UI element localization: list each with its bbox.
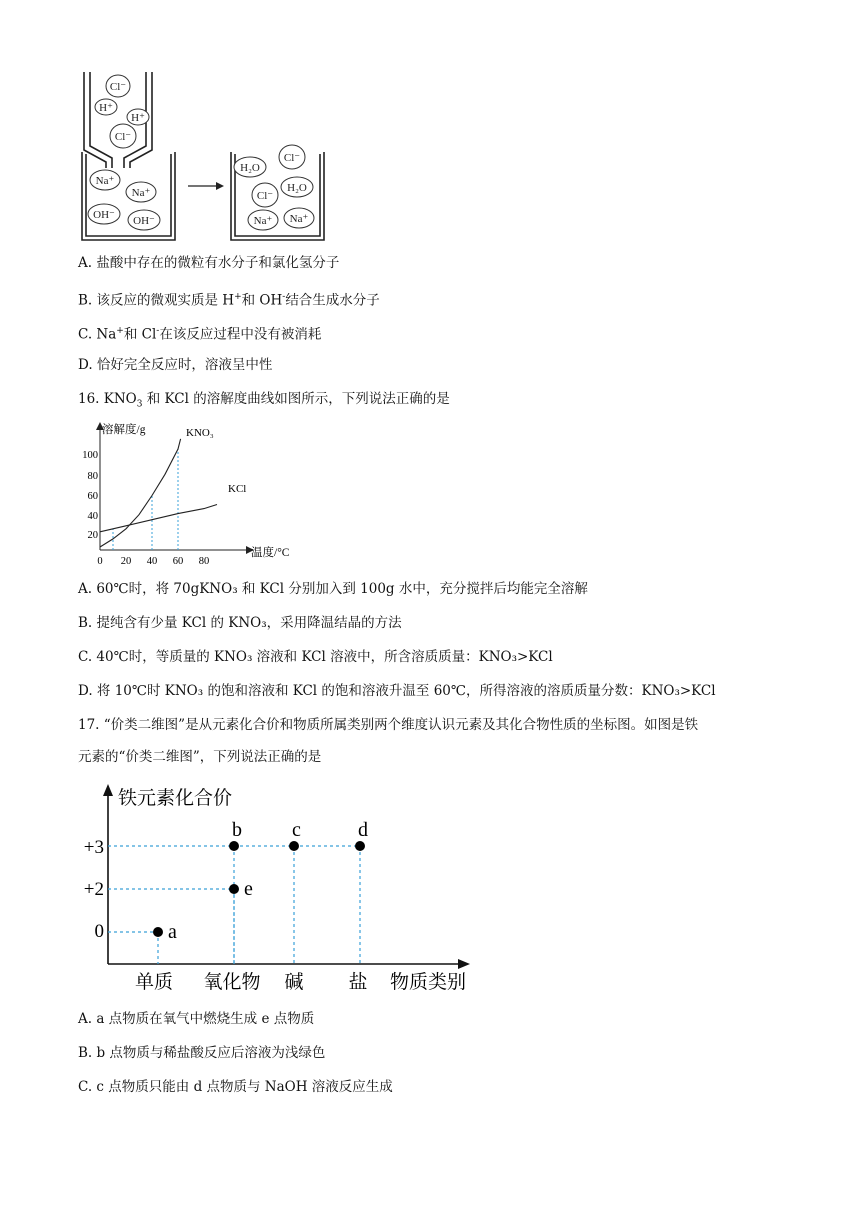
x-tick-label: 盐 — [348, 972, 368, 993]
q15-option-d[interactable]: D. 恰好完全反应时，溶液呈中性 — [78, 357, 273, 373]
y-tick-label: 0 — [94, 921, 104, 942]
x-tick-label: 20 — [120, 556, 132, 566]
x-tick-label: 0 — [97, 556, 103, 566]
ion-label: Cl⁻ — [109, 81, 127, 93]
q16-option-d[interactable]: D. 将 10℃时 KNO₃ 的饱和溶液和 KCl 的饱和溶液升温至 60℃，所得溶液的溶质质量分数：KNO₃>KCl — [78, 683, 716, 699]
ion-label: Na⁺ — [253, 215, 273, 227]
point-c — [289, 841, 299, 851]
ion-label: Na⁺ — [289, 213, 309, 225]
point-e — [229, 884, 239, 894]
ion-label: Na⁺ — [131, 187, 151, 199]
ion-label: H⁺ — [99, 102, 113, 114]
q17-option-b[interactable]: B. b 点物质与稀盐酸反应后溶液为浅绿色 — [78, 1045, 326, 1061]
x-axis-arrow-icon — [458, 959, 470, 969]
y-tick-label: 60 — [87, 491, 98, 502]
ion-label: Cl⁻ — [256, 190, 274, 202]
option-text: 和 OH — [241, 292, 283, 309]
y-tick-label: +3 — [83, 837, 104, 858]
q15-option-b[interactable] — [78, 288, 380, 310]
superscript: - — [156, 326, 160, 336]
x-axis-label: 物质类别 — [390, 972, 467, 993]
y-tick-label: +2 — [83, 879, 104, 900]
ion-label: Cl⁻ — [114, 131, 132, 143]
point-label-c: c — [292, 819, 301, 841]
point-label-a: a — [168, 921, 177, 943]
q17-stem-line2: 元素的“价类二维图”，下列说法正确的是 — [78, 749, 322, 765]
option-text: B. 该反应的微观实质是 H — [78, 292, 235, 309]
superscript: + — [234, 292, 242, 302]
superscript: + — [116, 326, 124, 336]
point-a — [153, 927, 163, 937]
superscript: - — [282, 292, 286, 302]
point-label-e: e — [244, 878, 253, 900]
option-text: 在该反应过程中没有被消耗 — [159, 326, 322, 343]
q15-option-c[interactable] — [78, 322, 321, 344]
stem-text: 和 KCl 的溶解度曲线如图所示，下列说法正确的是 — [142, 391, 450, 407]
stem-text: 16. KNO — [78, 391, 137, 407]
ion-label: H₂O — [287, 182, 307, 194]
ion-label: OH⁻ — [133, 215, 155, 227]
point-d — [355, 841, 365, 851]
y-tick-label: 100 — [82, 450, 98, 461]
x-tick-label: 单质 — [134, 972, 174, 993]
ion-label: H₂O — [240, 162, 260, 174]
y-axis-label: 溶解度/g — [102, 424, 146, 436]
kcl-line — [100, 505, 217, 532]
x-tick-label: 40 — [146, 556, 158, 566]
point-label-b: b — [232, 819, 242, 841]
q16-stem — [78, 390, 450, 414]
ion-label: H⁺ — [131, 112, 145, 124]
q17-option-c[interactable]: C. c 点物质只能由 d 点物质与 NaOH 溶液反应生成 — [78, 1079, 393, 1095]
option-text: C. Na — [78, 326, 117, 343]
q17-option-a[interactable]: A. a 点物质在氧气中燃烧生成 e 点物质 — [78, 1011, 315, 1027]
kno3-curve — [100, 439, 181, 547]
subscript: 3 — [136, 399, 143, 410]
ion-label: Na⁺ — [95, 175, 115, 187]
y-tick-label: 20 — [87, 530, 98, 541]
q16-option-b[interactable]: B. 提纯含有少量 KCl 的 KNO₃，采用降温结晶的方法 — [78, 615, 402, 631]
option-text: 结合生成水分子 — [285, 292, 380, 309]
kcl-series-label: KCl — [228, 483, 247, 495]
kno3-series-label: KNO₃ — [186, 427, 214, 439]
ion-label: OH⁻ — [93, 209, 115, 221]
ion-label: Cl⁻ — [283, 152, 301, 164]
point-b — [229, 841, 239, 851]
iron-valence-chart — [78, 782, 488, 1000]
x-tick-label: 80 — [198, 556, 210, 566]
x-axis-label: 温度/°C — [251, 547, 290, 559]
q15-option-a[interactable]: A. 盐酸中存在的微粒有水分子和氯化氢分子 — [78, 255, 340, 271]
y-axis-label: 铁元素化合价 — [118, 788, 233, 809]
x-tick-label: 氧化物 — [203, 972, 261, 993]
reaction-arrow-icon — [188, 182, 224, 190]
y-tick-label: 80 — [87, 471, 98, 482]
q16-option-c[interactable]: C. 40℃时，等质量的 KNO₃ 溶液和 KCl 溶液中，所含溶质质量：KNO₃>KCl — [78, 649, 553, 665]
point-label-d: d — [358, 819, 368, 841]
solubility-chart — [78, 418, 308, 566]
x-tick-label: 碱 — [284, 972, 304, 993]
option-text: 和 Cl — [123, 326, 157, 343]
y-tick-label: 40 — [87, 511, 98, 522]
y-axis-arrow-icon — [103, 784, 113, 796]
x-tick-label: 60 — [172, 556, 184, 566]
q17-stem-line1: 17. “价类二维图”是从元素化合价和物质所属类别两个维度认识元素及其化合物性质的坐标图。如图是铁 — [78, 717, 699, 733]
q16-option-a[interactable]: A. 60℃时，将 70gKNO₃ 和 KCl 分别加入到 100g 水中，充分搅拌后均能完全溶解 — [78, 581, 588, 597]
beaker-reaction-figure — [78, 70, 338, 245]
